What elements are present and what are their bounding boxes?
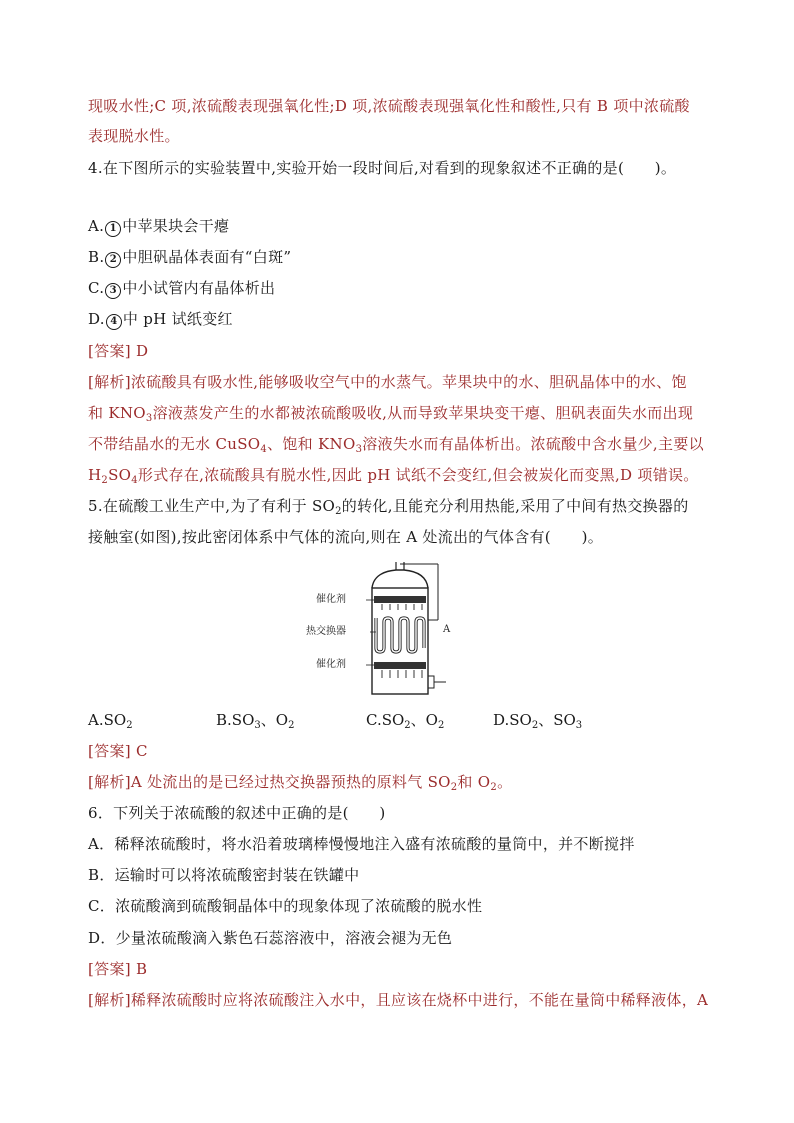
q4-option-a: A. 1 中苹果块会干瘪 [88, 217, 230, 235]
q6-option-d: D．少量浓硫酸滴入紫色石蕊溶液中，溶液会褪为无色 [88, 929, 453, 947]
label-catalyst-bottom: 催化剂 [316, 659, 346, 670]
q6-option-b: B．运输时可以将浓硫酸密封装在铁罐中 [88, 866, 360, 884]
label-catalyst-top: 催化剂 [316, 594, 346, 605]
q6-analysis: [解析]稀释浓硫酸时应将浓硫酸注入水中，且应该在烧杯中进行，不能在量筒中稀释液体，A [88, 991, 709, 1009]
q6-answer: [答案] B [88, 960, 148, 978]
question-4-stem: 4.在下图所示的实验装置中,实验开始一段时间后,对看到的现象叙述不正确的是( )。 [88, 159, 677, 177]
q5-option-b: $B.SO_3$、$O_2$ [216, 711, 295, 731]
q5-option-c: $C.SO_2$、$O_2$ [366, 711, 445, 731]
q5-option-a: $A.SO_2$ [88, 711, 133, 731]
label-A: A [443, 624, 451, 635]
q6-option-c: C．浓硫酸滴到硫酸铜晶体中的现象体现了浓硫酸的脱水性 [88, 897, 483, 915]
question-5-stem-line-2: 接触室(如图),按此密闭体系中气体的流向,则在 A 处流出的气体含有( )。 [88, 528, 604, 546]
question-6-stem: 6．下列关于浓硫酸的叙述中正确的是( ) [88, 804, 386, 822]
contact-chamber-figure [306, 558, 470, 700]
q4-analysis-line-1: [解析]浓硫酸具有吸水性,能够吸收空气中的水蒸气。苹果块中的水、胆矾晶体中的水、饱 [88, 373, 687, 391]
q4-analysis-line-2: 和 $KNO_3$溶液蒸发产生的水都被浓硫酸吸收,从而导致苹果块变干瘪、胆矾表面失水而出现 [88, 404, 694, 424]
q4-analysis-line-4: $H_2SO_4$形式存在,浓硫酸具有脱水性,因此 pH 试纸不会变红,但会被炭化而变黑,D 项错误。 [88, 466, 699, 486]
label-heat-exchanger: 热交换器 [306, 626, 346, 637]
q5-analysis: [解析]A 处流出的是已经过热交换器预热的原料气 $SO_2$和 $O_2$。 [88, 773, 513, 793]
q5-option-d: $D.SO_2$、$SO_3$ [493, 711, 583, 731]
q4-analysis-line-3: 不带结晶水的无水 CuSO$_4$、饱和 $KNO_3$溶液失水而有晶体析出。浓硫酸中含水量少,主要以 [88, 435, 704, 455]
q6-option-a: A．稀释浓硫酸时，将水沿着玻璃棒慢慢地注入盛有浓硫酸的量筒中，并不断搅拌 [88, 835, 635, 853]
q3-analysis-line-1: 现吸水性;C 项,浓硫酸表现强氧化性;D 项,浓硫酸表现强氧化性和酸性,只有 B 项中浓硫酸 [88, 97, 690, 115]
q4-answer: [答案] D [88, 342, 149, 360]
q4-option-c: C. 3 中小试管内有晶体析出 [88, 279, 276, 297]
q3-analysis-line-2: 表现脱水性。 [88, 127, 180, 145]
q4-option-b: B. 2 中胆矾晶体表面有“白斑” [88, 248, 292, 266]
circled-number-icon: 2 [105, 252, 121, 268]
circled-number-icon: 4 [106, 314, 122, 330]
q5-answer: [答案] C [88, 742, 148, 760]
circled-number-icon: 1 [105, 221, 121, 237]
q4-option-d: D. 4 中 pH 试纸变红 [88, 310, 233, 328]
circled-number-icon: 3 [105, 283, 121, 299]
question-5-stem-line-1: 5.在硫酸工业生产中,为了有利于 $SO_2$的转化,且能充分利用热能,采用了中间有热交换器的 [88, 497, 689, 517]
